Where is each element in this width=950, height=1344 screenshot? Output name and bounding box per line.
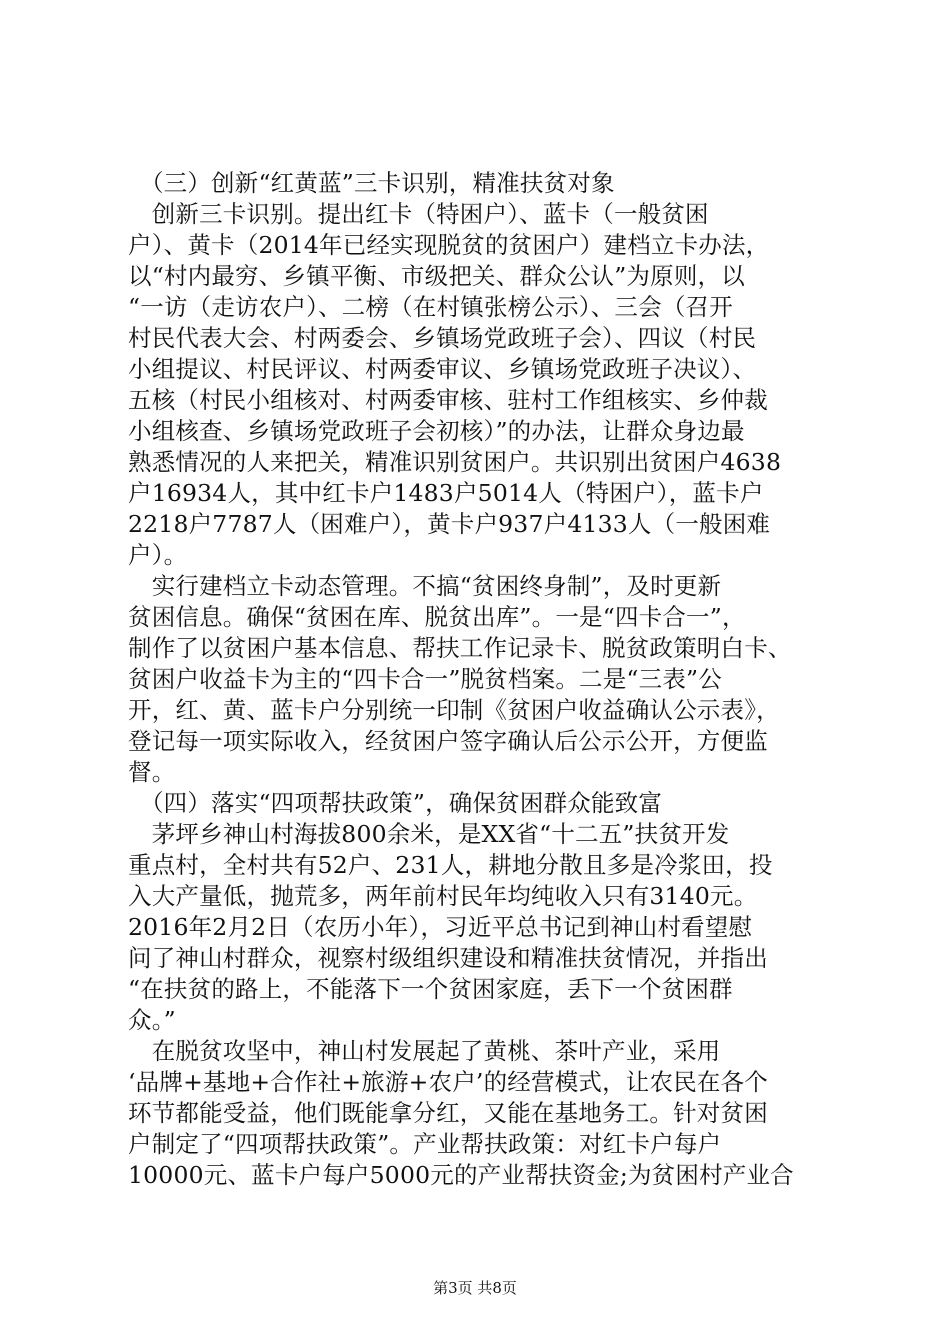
heading-section-3: （三）创新“红黄蓝”三卡识别，精准扶贫对象 [128, 169, 615, 197]
text-line: “在扶贫的路上，不能落下一个贫困家庭，丢下一个贫困群 [128, 975, 733, 1003]
page-footer: 第3页 共8页 [433, 1279, 517, 1297]
text-line: 众。” [128, 1006, 176, 1034]
text-line: 登记每一项实际收入，经贫困户签字确认后公示公开，方便监 [128, 727, 768, 755]
text-line: 小组核查、乡镇场党政班子会初核）”的办法，让群众身边最 [128, 417, 745, 445]
text-line: 熟悉情况的人来把关，精准识别贫困户。共识别出贫困户4638 [128, 448, 782, 476]
text-line: 户制定了“四项帮扶政策”。产业帮扶政策：对红卡户每户 [128, 1130, 722, 1158]
text-line: 制作了以贫困户基本信息、帮扶工作记录卡、脱贫政策明白卡、 [128, 634, 792, 662]
text-line: 环节都能受益，他们既能拿分红，又能在基地务工。针对贫困 [128, 1099, 768, 1127]
text-line: 问了神山村群众，视察村级组织建设和精准扶贫情况，并指出 [128, 944, 768, 972]
text-line: 2016年2月2日（农历小年），习近平总书记到神山村看望慰 [128, 913, 753, 941]
text-line: 2218户7787人（困难户），黄卡户937户4133人（一般困难 [128, 510, 771, 538]
text-line: 开，红、黄、蓝卡户分别统一印制《贫困户收益确认公示表》， [128, 696, 780, 724]
text-line: 以“村内最穷、乡镇平衡、市级把关、群众公认”为原则，以 [128, 262, 745, 290]
text-line: 户16934人，其中红卡户1483户5014人（特困户），蓝卡户 [128, 479, 764, 507]
text-line: 小组提议、村民评议、村两委审议、乡镇场党政班子决议）、 [128, 355, 757, 383]
text-line: 在脱贫攻坚中，神山村发展起了黄桃、茶叶产业，采用 [128, 1037, 721, 1065]
text-line: 户）。 [128, 541, 188, 569]
text-line: “一访（走访农户）、二榜（在村镇张榜公示）、三会（召开 [128, 293, 733, 321]
text-line: 村民代表大会、村两委会、乡镇场党政班子会）、四议（村民 [128, 324, 757, 352]
text-line: 贫困信息。确保“贫困在库、脱贫出库”。一是“四卡合一”， [128, 603, 746, 631]
text-line: 重点村，全村共有52户、231人，耕地分散且多是冷浆田，投 [128, 851, 773, 879]
heading-section-4: （四）落实“四项帮扶政策”，确保贫困群众能致富 [128, 789, 663, 817]
text-line: 茅坪乡神山村海拔800余米，是XX省“十二五”扶贫开发 [128, 820, 730, 848]
text-line: 督。 [128, 758, 176, 786]
text-line: 贫困户收益卡为主的“四卡合一”脱贫档案。二是“三表”公 [128, 665, 722, 693]
text-line: 实行建档立卡动态管理。不搞“贫困终身制”，及时更新 [128, 572, 722, 600]
text-line: 入大产量低，抛荒多，两年前村民年均纯收入只有3140元。 [128, 882, 758, 910]
text-line: 户）、黄卡（2014年已经实现脱贫的贫困户）建档立卡办法， [128, 231, 770, 259]
document-body [128, 168, 830, 1191]
text-line: 创新三卡识别。提出红卡（特困户）、蓝卡（一般贫困 [128, 200, 709, 228]
text-line: 10000元、蓝卡户每户5000元的产业帮扶资金;为贫困村产业合 [128, 1161, 794, 1189]
text-line: 五核（村民小组核对、村两委审核、驻村工作组核实、乡仲裁 [128, 386, 768, 414]
text-line: ‘品牌+基地+合作社+旅游+农户’的经营模式，让农民在各个 [128, 1068, 769, 1096]
